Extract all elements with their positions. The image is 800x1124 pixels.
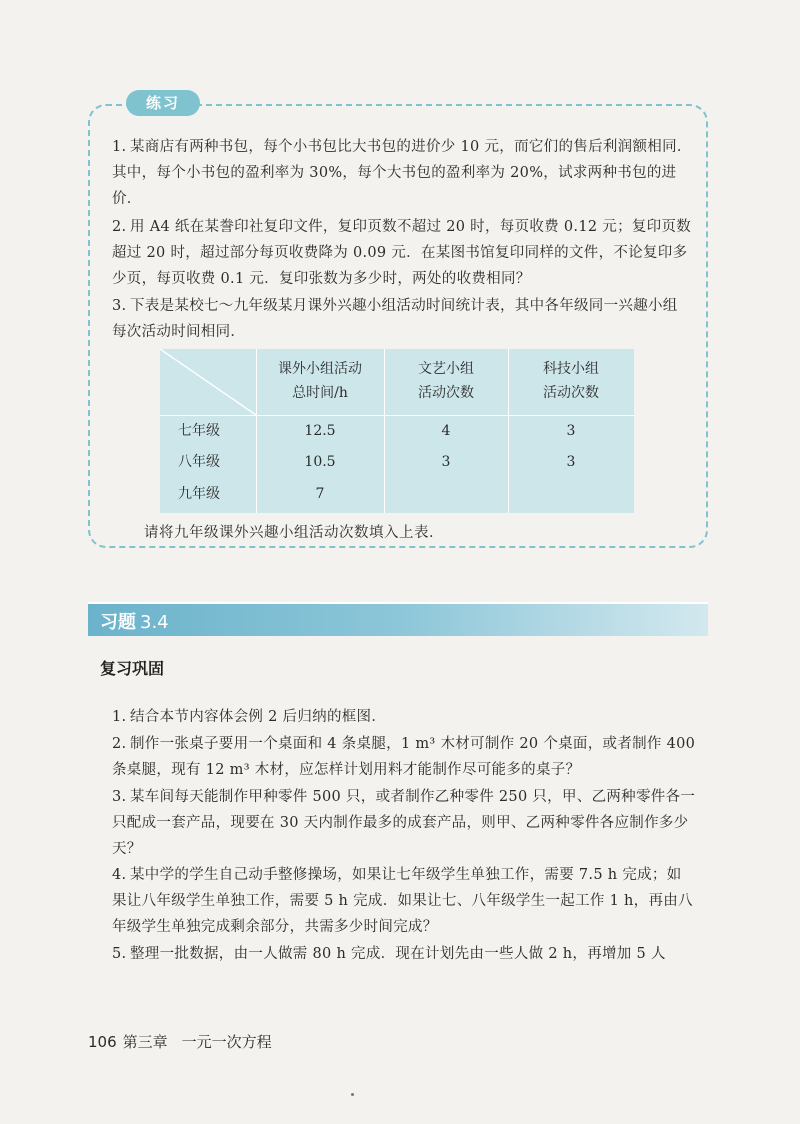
cell-tech: 3 [566, 423, 576, 439]
table-corner-diagonal [160, 349, 256, 415]
exercise-title-text: 习题 [100, 612, 136, 633]
page-footer [88, 1031, 272, 1052]
chapter-title: 一元一次方程 [181, 1033, 272, 1051]
header-line: 活动次数 [418, 385, 474, 401]
header-line: 活动次数 [543, 385, 599, 401]
exercise-item-5 [112, 941, 696, 967]
item-text: 整理一批数据，由一人做需 80 h 完成．现在计划先由一些人做 2 h，再增加 5 人 [130, 946, 666, 962]
exercise-item-1 [112, 704, 696, 730]
exercise-number: 3.4 [140, 612, 169, 633]
item-number: 3. [112, 298, 127, 314]
item-number: 2. [112, 736, 127, 752]
exercise-item-3 [112, 784, 696, 862]
row-grade: 七年级 [178, 423, 220, 439]
row-grade: 九年级 [178, 486, 220, 502]
item-text: 制作一张桌子要用一个桌面和 4 条桌腿，1 m³ 木材可制作 20 个桌面，或者制作 400 条桌腿，现有 12 m³ 木材，应怎样计划用料才能制作尽可能多的桌子？ [112, 736, 696, 778]
item-text: 某中学的学生自己动手整修操场，如果让七年级学生单独工作，需要 7.5 h 完成；如果让八年级学生单独工作，需要 5 h 完成．如果让七、八年级学生一起工作 1 h，再由八年级学生单独完成剩余部分，共需多少时间完成？ [112, 867, 693, 935]
item-text: 下表是某校七～九年级某月课外兴趣小组活动时间统计表，其中各年级同一兴趣小组每次活动时间相同． [112, 298, 678, 340]
exercise-item-2 [112, 731, 696, 783]
practice-note: 请将九年级课外兴趣小组活动次数填入上表． [144, 525, 444, 541]
item-text: 结合本节内容体会例 2 后归纳的框图． [130, 709, 387, 725]
page-number: 106 [88, 1033, 117, 1051]
section-heading: 复习巩固 [100, 659, 165, 678]
table-divider [160, 415, 634, 416]
item-number: 3. [112, 789, 127, 805]
cell-total: 10.5 [304, 454, 336, 470]
table-header-tech [508, 357, 634, 405]
item-number: 5. [112, 946, 127, 962]
table-header-arts [384, 357, 508, 405]
print-mark [351, 1093, 354, 1096]
item-text: 用 A4 纸在某誊印社复印文件，复印页数不超过 20 时，每页收费 0.12 元；复印页数超过 20 时，超过部分每页收费降为 0.09 元．在某图书馆复印同样的文件，不论复印多少页，每页收费 0.1 元．复印张数为多少时，两处的收费相同？ [112, 219, 692, 287]
item-number: 1. [112, 139, 127, 155]
cell-total: 12.5 [304, 423, 336, 439]
cell-total: 7 [315, 486, 325, 502]
row-grade: 八年级 [178, 454, 220, 470]
cell-arts: 4 [441, 423, 451, 439]
exercise-title [100, 608, 169, 634]
exercise-banner [88, 602, 708, 636]
item-text: 某商店有两种书包，每个小书包比大书包的进价少 10 元，而它们的售后利润额相同．其中，每个小书包的盈利率为 30%，每个大书包的盈利率为 20%，试求两种书包的进价． [112, 139, 692, 207]
practice-item-2 [112, 214, 692, 292]
item-number: 4. [112, 867, 127, 883]
item-number: 2. [112, 219, 127, 235]
header-line: 课外小组活动 [278, 361, 362, 377]
item-text: 某车间每天能制作甲种零件 500 只，或者制作乙种零件 250 只，甲、乙两种零件各一只配成一套产品，现要在 30 天内制作最多的成套产品，则甲、乙两种零件各应制作多少天？ [112, 789, 696, 857]
cell-tech: 3 [566, 454, 576, 470]
header-line: 总时间/h [292, 385, 348, 401]
table-header-total-time [256, 357, 384, 405]
exercise-item-4 [112, 862, 696, 940]
practice-item-3 [112, 293, 692, 345]
header-line: 文艺小组 [418, 361, 474, 377]
item-number: 1. [112, 709, 127, 725]
practice-tag: 练习 [126, 90, 200, 116]
chapter-label: 第三章 [122, 1033, 168, 1051]
practice-item-1 [112, 134, 692, 212]
header-line: 科技小组 [543, 361, 599, 377]
activity-stats-table [160, 349, 634, 513]
cell-arts: 3 [441, 454, 451, 470]
